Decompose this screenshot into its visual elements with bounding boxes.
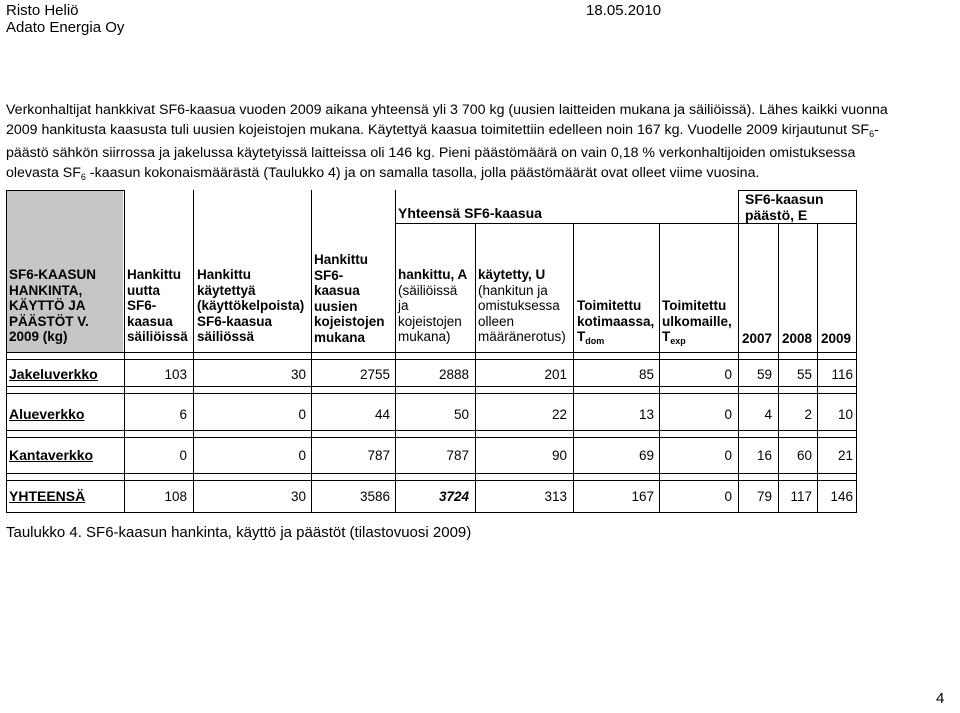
- table-cell: 2: [804, 407, 812, 422]
- table-cell: 13: [638, 407, 654, 422]
- author-name: Risto Heliö: [6, 2, 79, 19]
- table-cell: 787: [367, 448, 390, 463]
- paragraph-line: 2009 hankitusta kaasusta tuli uusien kojeistojen mukana. Käytettyä kaasua toimitettiin edelleen noin 167 kg. Vuodelle 2009 kirjautunut $SF_6-$: [6, 121, 879, 139]
- table-cell: 0: [724, 448, 732, 463]
- table-cell: 50: [453, 407, 469, 422]
- table-cell: 0: [298, 407, 306, 422]
- table-cell: 313: [544, 489, 567, 504]
- table-cell: 0: [724, 489, 732, 504]
- table-cell: 90: [551, 448, 567, 463]
- paragraph-line: Verkonhaltijat hankkivat SF6-kaasua vuoden 2009 aikana yhteensä yli 3 700 kg (uusien laitteiden mukana ja säiliöissä). Lähes kaikki vuonna: [6, 102, 888, 118]
- paragraph-line: olevasta $SF_6$ -kaasun kokonaismäärästä (Taulukko 4) ja on samalla tasolla, jolla päästömäärät ovat olleet viime vuosina.: [6, 164, 760, 182]
- table-cell: 2888: [438, 367, 469, 382]
- page-number: 4: [936, 690, 945, 707]
- table-cell: 6: [179, 407, 187, 422]
- table-cell: 69: [638, 448, 654, 463]
- table-cell: 0: [724, 407, 732, 422]
- row-label: Kantaverkko: [9, 447, 94, 463]
- column-header-new-in-tanks: Hankittu uutta SF6- kaasua säiliöissä: [127, 267, 188, 344]
- table-cell: 44: [374, 407, 390, 422]
- table-cell: 85: [638, 367, 654, 382]
- document-date: 18.05.2010: [586, 2, 662, 19]
- column-header-title: SF6-KAASUN HANKINTA, KÄYTTÖ JA PÄÄSTÖT V. 2009 (kg): [9, 267, 97, 344]
- column-header-delivered-abroad: Toimitettu ulkomaille, $T_{exp}$: [662, 298, 732, 346]
- column-header-year-2008: 2008: [782, 331, 813, 346]
- table-cell: 79: [756, 489, 772, 504]
- group-header-total: Yhteensä SF6-kaasua: [398, 205, 542, 221]
- table-cell: 117: [790, 489, 812, 504]
- column-header-acquired: hankittu, A (säiliöissä ja kojeistojen mukana): [398, 267, 468, 344]
- table-cell: 201: [544, 367, 567, 382]
- table-cell: 146: [830, 489, 853, 504]
- table-cell: 103: [164, 367, 187, 382]
- group-header-emission: SF6-kaasun: [745, 191, 824, 207]
- column-header-used-in-tanks: Hankittu käytettyä (käyttökelpoista) SF6-kaasua säiliössä: [197, 267, 305, 344]
- table-cell: 108: [164, 489, 187, 504]
- table-cell: 30: [290, 489, 306, 504]
- row-label: Alueverkko: [9, 406, 85, 422]
- body-paragraph: [6, 101, 946, 187]
- company-name: Adato Energia Oy: [6, 19, 125, 36]
- table-cell: 21: [837, 448, 853, 463]
- table-caption: Taulukko 4. SF6-kaasun hankinta, käyttö ja päästöt (tilastovuosi 2009): [6, 524, 472, 541]
- row-label: Jakeluverkko: [9, 366, 98, 382]
- table-cell: 0: [724, 367, 732, 382]
- table-cell: 22: [551, 407, 567, 422]
- table-cell: 60: [796, 448, 812, 463]
- table-cell: 55: [796, 367, 812, 382]
- table-cell: 0: [179, 448, 187, 463]
- table-cell: 2755: [359, 367, 390, 382]
- table-cell: 0: [298, 448, 306, 463]
- table-cell: 167: [631, 489, 654, 504]
- table-cell: 16: [756, 448, 772, 463]
- row-label: YHTEENSÄ: [9, 488, 86, 504]
- table-cell-highlight: 3724: [438, 489, 469, 504]
- table-cell: 59: [756, 367, 772, 382]
- table-cell: 30: [290, 367, 306, 382]
- group-header-emission: päästö, E: [745, 207, 808, 223]
- paragraph-line: päästö sähkön siirrossa ja jakelussa käytetyissä laitteissa oli 146 kg. Pieni päästömäärä on vain 0,18 % verkonhaltijoiden omistuksessa: [6, 145, 856, 162]
- table-cell: 116: [831, 367, 853, 382]
- column-header-year-2007: 2007: [742, 331, 773, 346]
- column-header-year-2009: 2009: [821, 331, 852, 346]
- table-cell: 787: [446, 448, 469, 463]
- table-cell: 10: [837, 407, 853, 422]
- table-cell: 4: [764, 407, 772, 422]
- column-header-new-switchgear: Hankittu SF6- kaasua uusien kojeistojen mukana: [314, 252, 385, 345]
- column-header-used: käytetty, U (hankitun ja omistuksessa olleen määränerotus): [478, 267, 566, 344]
- column-header-delivered-domestic: Toimitettu kotimaassa, $T_{dom}$: [577, 298, 655, 346]
- table-cell: 3586: [359, 489, 390, 504]
